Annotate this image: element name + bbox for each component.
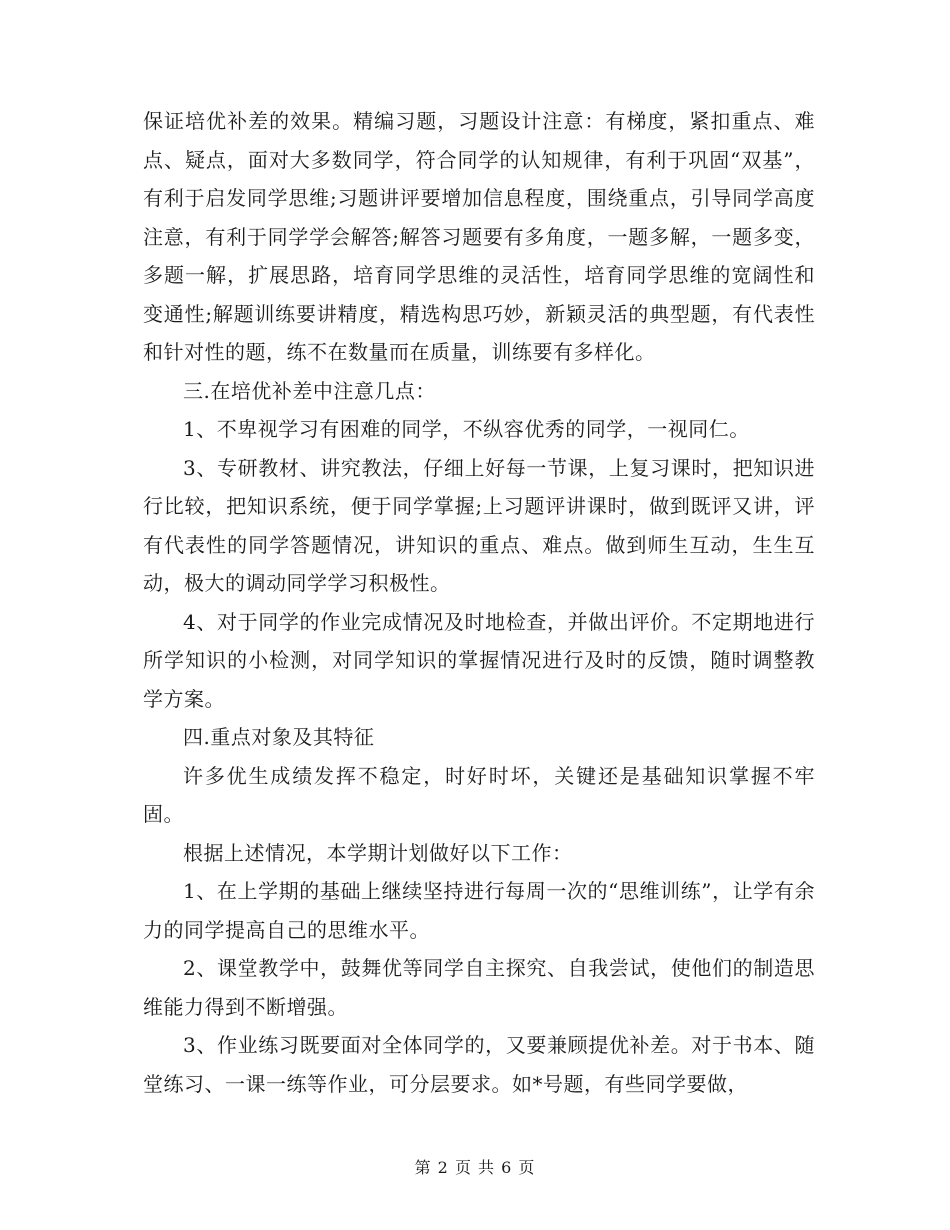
paragraph-plan-3: 3、作业练习既要面对全体同学的，又要兼顾提优补差。对于书本、随堂练习、一课一练等作业，可分层要求。如*号题，有些同学要做， (143, 1033, 815, 1096)
paragraph-plan-1: 1、在上学期的基础上继续坚持进行每周一次的“思维训练”，让学有余力的同学提高自己的思维水平。 (143, 879, 815, 942)
paragraph-key-targets: 许多优生成绩发挥不稳定，时好时坏，关键还是基础知识掌握不牢固。 (143, 763, 815, 826)
section-heading-three: 三.在培优补差中注意几点： (183, 378, 436, 403)
section-heading-four: 四.重点对象及其特征 (183, 725, 375, 749)
paragraph-point-1: 1、不卑视学习有困难的同学，不纵容优秀的同学，一视同仁。 (183, 417, 750, 441)
document-body (143, 102, 815, 1103)
paragraph-point-3: 3、专研教材、讲究教法，仔细上好每一节课，上复习课时，把知识进行比较，把知识系统，便于同学掌握;上习题评讲课时，做到既评又讲，评有代表性的同学答题情况，讲知识的重点、难点。做到师生互动，生生互动，极大的调动同学学习积极性。 (143, 455, 815, 595)
page-number-footer: 第 2 页 共 6 页 (414, 1158, 536, 1177)
paragraph-continued: 保证培优补差的效果。精编习题，习题设计注意：有梯度，紧扣重点、难点、疑点，面对大多数同学，符合同学的认知规律，有利于巩固“双基”，有利于启发同学思维;习题讲评要增加信息程度，围绕重点，引导同学高度注意，有利于同学学会解答;解答习题要有多角度，一题多解，一题多变，多题一解，扩展思路，培育同学思维的灵活性，培育同学思维的宽阔性和变通性;解题训练要讲精度，精选构思巧妙，新颖灵活的典型题，有代表性和针对性的题，练不在数量而在质量，训练要有多样化。 (143, 109, 815, 364)
paragraph-plan-2: 2、课堂教学中，鼓舞优等同学自主探究、自我尝试，使他们的制造思维能力得到不断增强。 (143, 956, 815, 1019)
paragraph-point-4: 4、对于同学的作业完成情况及时地检查，并做出评价。不定期地进行所学知识的小检测，对同学知识的掌握情况进行及时的反馈，随时调整教学方案。 (143, 609, 815, 711)
paragraph-plan-intro: 根据上述情况，本学期计划做好以下工作： (183, 840, 573, 865)
